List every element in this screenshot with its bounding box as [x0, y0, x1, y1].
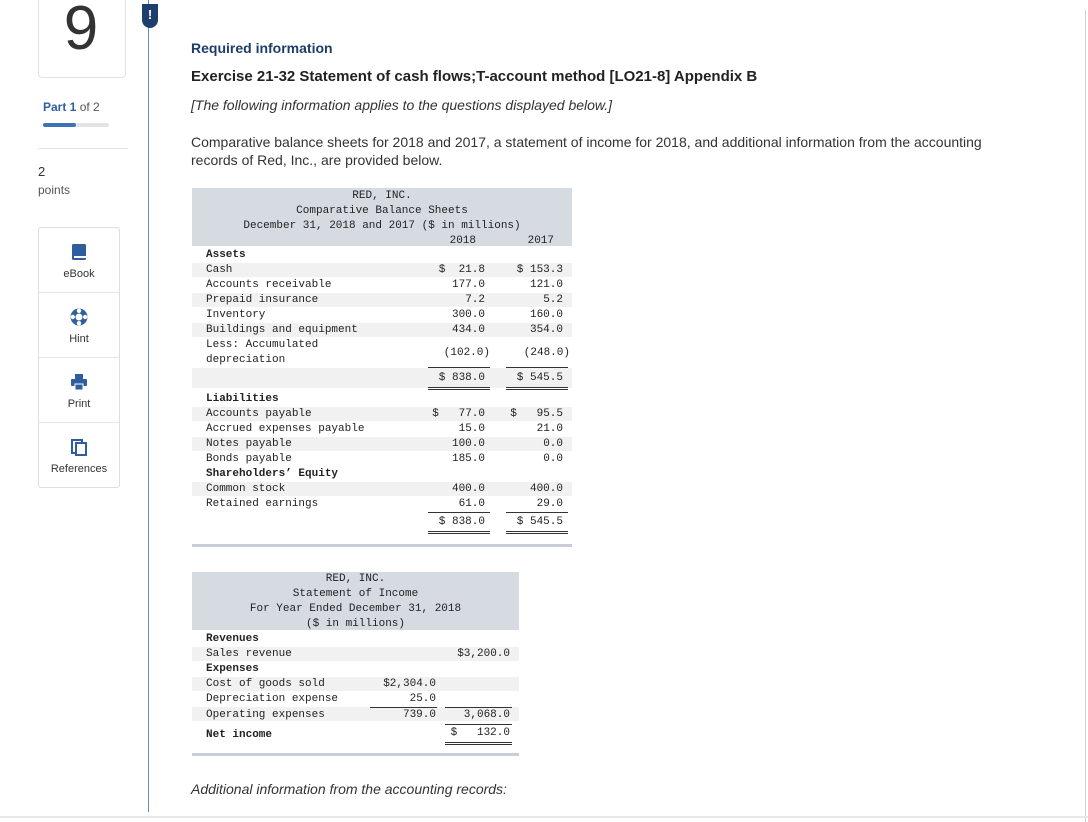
underline: [445, 724, 512, 725]
print-label: Print: [67, 398, 91, 410]
underline: [506, 512, 568, 513]
underline: [370, 707, 437, 708]
asset-label: Prepaid insurance: [206, 294, 319, 306]
bs-col-2017: 2017: [527, 235, 554, 247]
underline: [428, 367, 490, 368]
equity-2018: 61.0: [458, 498, 485, 510]
asset-2017: 160.0: [529, 309, 563, 321]
asset-2018: $ 21.8: [438, 264, 485, 276]
double-underline: [445, 744, 512, 745]
book-icon: [69, 242, 89, 262]
assets-heading: Assets: [206, 249, 246, 261]
liability-2017: 0.0: [543, 438, 563, 450]
hint-button[interactable]: [39, 293, 119, 358]
liability-2018: $ 77.0: [432, 408, 485, 420]
equity-label: Retained earnings: [206, 498, 319, 510]
underline: [445, 707, 512, 708]
liability-2018: 185.0: [451, 453, 485, 465]
sales-label: Sales revenue: [206, 648, 292, 660]
references-button[interactable]: [39, 423, 119, 487]
liability-label: Accrued expenses payable: [206, 423, 365, 435]
double-underline: [428, 531, 490, 532]
double-underline: [506, 531, 568, 532]
net-income-value: $ 132.0: [450, 727, 510, 739]
double-underline: [428, 387, 490, 388]
bs-subtitle: December 31, 2018 and 2017 ($ in millions): [243, 220, 521, 232]
cogs-value: $2,304.0: [383, 678, 436, 690]
exercise-title: Exercise 21-32 Statement of cash flows;T-account method [LO21-8] Appendix B: [191, 68, 758, 85]
points-value: 2: [38, 164, 46, 179]
cogs-label: Cost of goods sold: [206, 678, 325, 690]
total-expenses: 3,068.0: [463, 709, 510, 721]
instruction-note: [The following information applies to the questions displayed below.]: [191, 97, 613, 113]
double-underline: [428, 389, 490, 390]
intro-paragraph: Comparative balance sheets for 2018 and 2017, a statement of income for 2018, and additional information from the accounting records of Red, Inc., are provided below.: [191, 134, 982, 168]
tools-panel: [38, 227, 120, 488]
depreciation-value: 25.0: [409, 693, 436, 705]
asset-2018: 7.2: [465, 294, 485, 306]
equity-heading: Shareholders’ Equity: [206, 468, 339, 480]
accum-label-2: depreciation: [206, 354, 286, 366]
equity-2017: 29.0: [536, 498, 563, 510]
asset-label: Accounts receivable: [206, 279, 332, 291]
is-units: ($ in millions): [305, 618, 406, 630]
liabilities-heading: Liabilities: [206, 393, 279, 405]
asset-2018: 434.0: [451, 324, 485, 336]
points-label: points: [38, 183, 71, 197]
total-assets-2017: $ 545.5: [516, 372, 563, 384]
liability-2018: 15.0: [458, 423, 485, 435]
accum-2018: (102.0): [443, 347, 490, 359]
underline: [428, 512, 490, 513]
liability-label: Accounts payable: [206, 408, 312, 420]
part-progress-bar: [43, 123, 109, 127]
alert-marker: !: [142, 4, 158, 28]
liability-label: Notes payable: [206, 438, 292, 450]
part-indicator: [43, 100, 100, 114]
opex-label: Operating expenses: [206, 709, 325, 721]
is-title: Statement of Income: [292, 588, 419, 600]
bottom-border: [0, 816, 1088, 818]
liability-2017: $ 95.5: [510, 408, 563, 420]
additional-information-heading: Additional information from the accounting records:: [191, 781, 507, 797]
ebook-label: eBook: [63, 268, 95, 280]
asset-2017: 354.0: [529, 324, 563, 336]
table-bottom-rule: [192, 753, 519, 756]
accum-label-1: Less: Accumulated: [206, 339, 319, 351]
liability-2017: 21.0: [536, 423, 563, 435]
part-of: of 2: [79, 100, 100, 114]
bs-title: Comparative Balance Sheets: [296, 205, 468, 217]
equity-2017: 400.0: [529, 483, 563, 495]
opex-value: 739.0: [402, 709, 436, 721]
total-le-2017: $ 545.5: [516, 516, 563, 528]
is-company: RED, INC.: [325, 573, 386, 585]
double-underline: [506, 389, 568, 390]
double-underline: [428, 533, 490, 534]
part-progress-fill: [43, 123, 76, 127]
net-income-label: Net income: [206, 729, 273, 741]
equity-label: Common stock: [206, 483, 286, 495]
depreciation-label: Depreciation expense: [206, 693, 339, 705]
asset-label: Cash: [206, 264, 233, 276]
total-le-2018: $ 838.0: [438, 516, 485, 528]
underline: [506, 367, 568, 368]
equity-2018: 400.0: [451, 483, 485, 495]
ebook-button[interactable]: [39, 228, 119, 293]
bs-company: RED, INC.: [352, 190, 412, 202]
asset-label: Inventory: [206, 309, 266, 321]
table-bottom-rule: [192, 544, 572, 547]
is-subtitle: For Year Ended December 31, 2018: [249, 603, 462, 615]
divider: [38, 148, 128, 149]
asset-2017: $ 153.3: [516, 264, 563, 276]
expenses-heading: Expenses: [206, 663, 259, 675]
sales-value: $3,200.0: [457, 648, 510, 660]
question-number: 9: [63, 0, 99, 63]
asset-2017: 5.2: [543, 294, 563, 306]
references-icon: [69, 437, 89, 457]
part-label: Part 1: [43, 100, 77, 114]
double-underline: [506, 387, 568, 388]
print-icon: [69, 372, 89, 392]
double-underline: [445, 742, 512, 743]
right-border: [1085, 10, 1086, 822]
hint-icon: [69, 307, 89, 327]
total-assets-2018: $ 838.0: [438, 372, 485, 384]
required-information-heading: Required information: [191, 40, 333, 56]
asset-2018: 177.0: [451, 279, 485, 291]
hint-label: Hint: [69, 333, 89, 345]
asset-label: Buildings and equipment: [206, 324, 358, 336]
asset-2018: 300.0: [451, 309, 485, 321]
bs-col-2018: 2018: [449, 235, 476, 247]
asset-2017: 121.0: [529, 279, 563, 291]
double-underline: [506, 533, 568, 534]
liability-label: Bonds payable: [206, 453, 292, 465]
accum-2017: (248.0): [523, 347, 570, 359]
references-label: References: [50, 463, 108, 475]
liability-2018: 100.0: [451, 438, 485, 450]
content-divider: [148, 0, 149, 812]
print-button[interactable]: [39, 358, 119, 423]
liability-2017: 0.0: [543, 453, 563, 465]
revenues-heading: Revenues: [206, 633, 259, 645]
